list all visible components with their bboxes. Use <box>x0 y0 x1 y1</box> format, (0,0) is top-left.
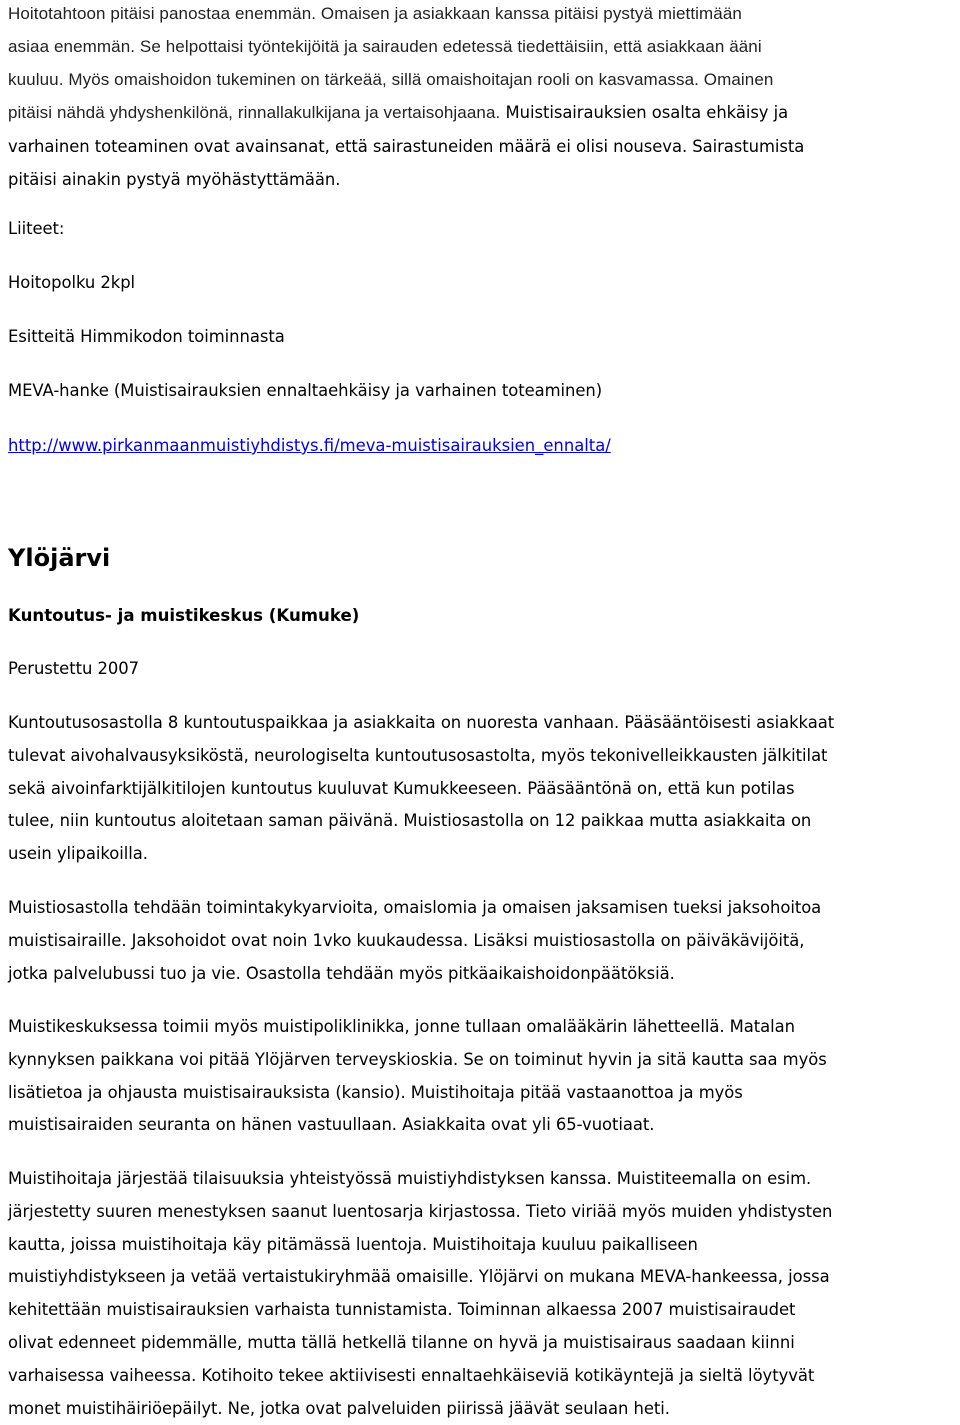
body-line: Kuntoutusosastolla 8 kuntoutuspaikkaa ja asiakkaita on nuoresta vanhaan. Pääsääntöisesti asiakkaat <box>8 713 835 732</box>
body-line: Muistikeskuksessa toimii myös muistipoliklinikka, jonne tullaan omalääkärin lähetteellä. Matalan <box>8 1017 795 1036</box>
body-line: muistiyhdistykseen ja vetää vertaistukiryhmää omaisille. Ylöjärvi on mukana MEVA-hankeessa, jossa <box>8 1267 830 1287</box>
attachment-item: Hoitopolku 2kpl <box>8 273 136 292</box>
body-line: usein ylipaikoilla. <box>8 844 148 864</box>
body-line: tulee, niin kuntoutus aloitetaan saman päivänä. Muistiosastolla on 12 paikkaa mutta asiakkaita on <box>8 811 812 831</box>
body-line: varhaisessa vaiheessa. Kotihoito tekee aktiivisesti ennaltaehkäiseviä kotikäyntejä ja sieltä löytyvät <box>8 1365 815 1385</box>
intro-line: asiaa enemmän. Se helpottaisi työntekijöitä ja sairauden edetessä tiedettäisiin, että asiakkaan ääni <box>8 36 762 56</box>
intro-paragraph <box>8 0 804 197</box>
body-line: muistisairaille. Jaksohoidot ovat noin 1vko kuukaudessa. Lisäksi muistiosastolla on päiväkävijöitä, <box>8 930 805 950</box>
attachment-item: MEVA-hanke (Muistisairauksien ennaltaehkäisy ja varhainen toteaminen) <box>8 381 603 400</box>
body-line: monet muistihäiriöepäilyt. Ne, jotka ovat palveluiden piirissä jäävät seulaan heti. <box>8 1398 670 1418</box>
meva-link[interactable]: http://www.pirkanmaanmuistiyhdistys.fi/meva-muistisairauksien_ennalta/ <box>8 436 611 455</box>
founded-text: Perustettu 2007 <box>8 659 139 678</box>
section-title: Ylöjärvi <box>8 544 111 572</box>
intro-line <box>8 130 804 164</box>
body-line: järjestetty suuren menestyksen saanut luentosarja kirjastossa. Tieto viriää myös muiden yhdistysten <box>8 1201 833 1221</box>
body-line: tulevat aivohalvausyksiköstä, neurologiselta kuntoutusosastolta, myös tekonivelleikkausten jälkitilat <box>8 745 828 765</box>
intro-line-part: varhainen toteaminen ovat avainsanat, että sairastuneiden määrä ei olisi nouseva. <box>8 137 688 157</box>
body-paragraph <box>8 1163 832 1425</box>
body-line: sekä aivoinfarktijälkitilojen kuntoutus kuuluvat Kumukkeeseen. Pääsääntönä on, että kun potilas <box>8 778 795 798</box>
body-line: olivat edenneet pidemmälle, mutta tällä hetkellä tilanne on hyvä ja muistisairaus saadaan kiinni <box>8 1332 795 1352</box>
section-subtitle: Kuntoutus- ja muistikeskus (Kumuke) <box>8 606 360 625</box>
body-line: lisätietoa ja ohjausta muistisairauksista (kansio). Muistihoitaja pitää vastaanottoa ja myös <box>8 1082 743 1102</box>
body-paragraph <box>8 1011 827 1142</box>
body-line: Muistihoitaja järjestää tilaisuuksia yhteistyössä muistiyhdistyksen kanssa. Muistiteemalla on esim. <box>8 1169 812 1188</box>
attachments-label: Liiteet: <box>8 219 65 238</box>
section-subheader <box>8 600 359 632</box>
attachment-link-row <box>8 429 611 463</box>
body-line: jotka palvelubussi tuo ja vie. Osastolla tehdään myös pitkäaikaishoidonpäätöksiä. <box>8 963 675 983</box>
body-line: kautta, joissa muistihoitaja käy pitämässä luentoja. Muistihoitaja kuuluu paikalliseen <box>8 1234 698 1254</box>
body-line: kynnyksen paikkana voi pitää Ylöjärven terveyskioskia. Se on toiminut hyvin ja sitä kautta saa myös <box>8 1049 827 1069</box>
intro-line <box>8 96 804 130</box>
intro-line: pitäisi ainakin pystyä myöhästyttämään. <box>8 169 341 189</box>
attachment-item: Esitteitä Himmikodon toiminnasta <box>8 327 285 346</box>
body-line: kehitettään muistisairauksien varhaista tunnistamista. Toiminnan alkaessa 2007 muistisairaudet <box>8 1300 796 1320</box>
intro-line-part: Muistisairauksien osalta ehkäisy ja <box>500 103 789 123</box>
intro-line: Hoitotahtoon pitäisi panostaa enemmän. Omaisen ja asiakkaan kanssa pitäisi pystyä miettimään <box>8 4 742 23</box>
body-line: Muistiosastolla tehdään toimintakykyarvioita, omaislomia ja omaisen jaksamisen tueksi jaksohoitoa <box>8 898 822 917</box>
intro-line-part: pitäisi nähdä yhdyshenkilönä, rinnallakulkijana ja vertaisohjaana. <box>8 103 501 123</box>
body-line: muistisairaiden seuranta on hänen vastuullaan. Asiakkaita ovat yli 65-vuotiaat. <box>8 1115 655 1135</box>
section-header <box>8 542 110 574</box>
intro-line-part: Sairastumista <box>687 137 805 157</box>
intro-line: kuuluu. Myös omaishoidon tukeminen on tärkeää, sillä omaishoitajan rooli on kasvamassa. Omainen <box>8 69 774 89</box>
body-paragraph <box>8 892 821 990</box>
body-paragraph <box>8 707 834 871</box>
